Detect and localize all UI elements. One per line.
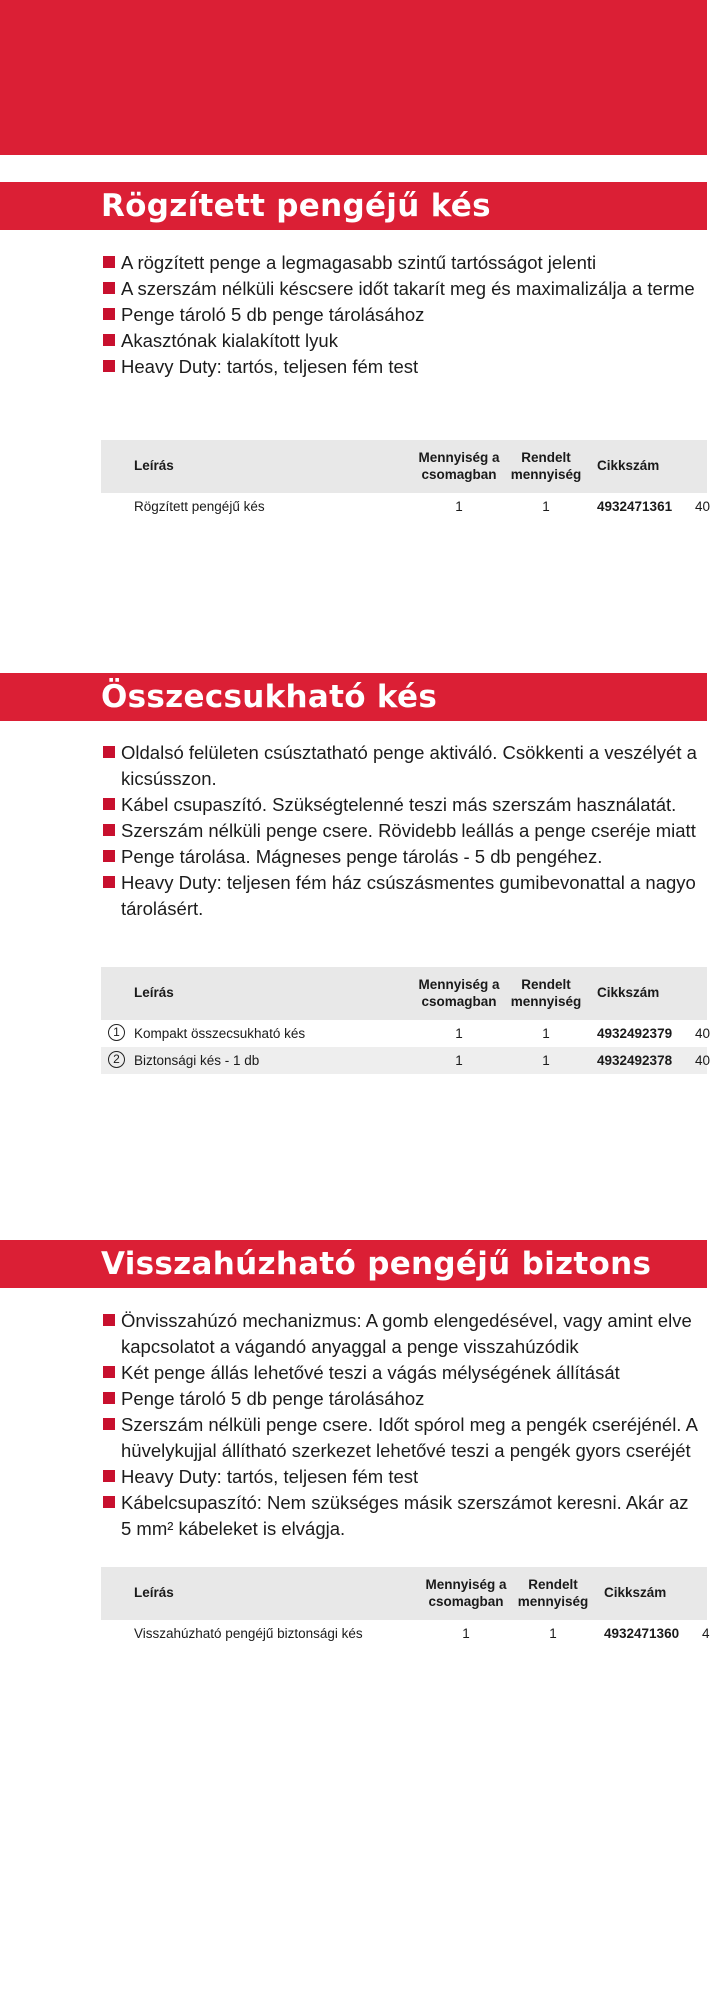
header-quantity-line1: Mennyiség a [418, 977, 500, 992]
header-ordered-line2: mennyiség [517, 1594, 589, 1609]
header-ordered [513, 1576, 593, 1610]
section-title: Rögzített pengéjű kés [101, 188, 491, 224]
feature-text-line: Oldalsó felületen csúsztatható penge aktiváló. Csökkenti a veszélyét a [121, 742, 697, 763]
product-table [101, 967, 710, 1074]
row-article-number: 4932471361 [597, 499, 673, 514]
table-row [101, 1620, 710, 1647]
header-quantity [414, 449, 504, 483]
feature-item [103, 276, 707, 302]
feature-text-line: Önvisszahúzó mechanizmus: A gomb elengedésével, vagy amint elve [121, 1310, 692, 1331]
feature-list [103, 1308, 707, 1542]
table-row [101, 493, 710, 520]
bullet-square-icon [103, 1470, 115, 1482]
feature-text-line: Heavy Duty: tartós, teljesen fém test [121, 356, 419, 377]
row-description: Kompakt összecsukható kés [134, 1026, 306, 1041]
feature-item [103, 870, 707, 922]
bullet-square-icon [103, 1418, 115, 1430]
feature-text-line: hüvelykujjal állítható szerkezet lehetővé teszi a pengék gyors cseréjét [121, 1440, 691, 1461]
feature-text-line: Kábel csupaszító. Szükségtelenné teszi más szerszám használatát. [121, 794, 677, 815]
header-article-number: Cikkszám [597, 458, 660, 473]
bullet-square-icon [103, 1496, 115, 1508]
row-truncated-code: 40 [695, 1053, 710, 1068]
row-description: Biztonsági kés - 1 db [134, 1053, 260, 1068]
table-row [101, 1020, 710, 1047]
section-title-bar [0, 673, 707, 721]
header-ordered-line1: Rendelt [521, 450, 571, 465]
feature-item [103, 1464, 707, 1490]
row-truncated-code: 40 [695, 499, 710, 514]
header-quantity-line1: Mennyiség a [425, 1577, 507, 1592]
bullet-square-icon [103, 798, 115, 810]
row-quantity: 1 [455, 1053, 463, 1068]
feature-item [103, 1386, 707, 1412]
bullet-square-icon [103, 256, 115, 268]
feature-item [103, 302, 707, 328]
feature-item [103, 1412, 707, 1464]
header-ordered-line2: mennyiség [510, 994, 582, 1009]
feature-item [103, 328, 707, 354]
product-table [101, 1567, 710, 1647]
header-quantity [421, 1576, 511, 1610]
feature-text-line: tárolásért. [121, 898, 204, 919]
feature-item [103, 250, 707, 276]
row-article-number: 4932492378 [597, 1053, 673, 1068]
header-ordered-line2: mennyiség [510, 467, 582, 482]
section-title: Összecsukható kés [101, 679, 438, 715]
row-article-number: 4932492379 [597, 1026, 673, 1041]
feature-item [103, 818, 707, 844]
feature-item [103, 1490, 707, 1542]
feature-text-line: Penge tárolása. Mágneses penge tárolás - 5 db pengéhez. [121, 846, 603, 867]
bullet-square-icon [103, 850, 115, 862]
feature-text-line: 5 mm² kábeleket is elvágja. [121, 1518, 346, 1539]
feature-text-line: Szerszám nélküli penge csere. Rövidebb leállás a penge cseréje miatt [121, 820, 696, 841]
row-truncated-code: 4 [702, 1626, 710, 1641]
section-title-bar [0, 1240, 707, 1288]
row-number-circle: 1 [108, 1024, 125, 1041]
row-ordered-quantity: 1 [542, 1026, 550, 1041]
header-description: Leírás [134, 985, 174, 1000]
feature-text-line: Szerszám nélküli penge csere. Időt spórol meg a pengék cseréjénél. A [121, 1414, 698, 1435]
row-quantity: 1 [455, 499, 463, 514]
feature-text-line: Két penge állás lehetővé teszi a vágás mélységének állítását [121, 1362, 620, 1383]
header-ordered [506, 449, 586, 483]
bullet-square-icon [103, 746, 115, 758]
header-ordered-line1: Rendelt [528, 1577, 578, 1592]
bullet-square-icon [103, 334, 115, 346]
header-ordered-line1: Rendelt [521, 977, 571, 992]
bullet-square-icon [103, 282, 115, 294]
header-quantity-line2: csomagban [421, 994, 497, 1009]
row-ordered-quantity: 1 [542, 499, 550, 514]
row-description: Visszahúzható pengéjű biztonsági kés [134, 1626, 363, 1641]
feature-item [103, 844, 707, 870]
row-quantity: 1 [462, 1626, 470, 1641]
feature-text-line: kicsússzon. [121, 768, 217, 789]
feature-item [103, 792, 707, 818]
table-header [101, 440, 707, 493]
header-quantity-line2: csomagban [428, 1594, 504, 1609]
header-quantity-line1: Mennyiség a [418, 450, 500, 465]
feature-text-line: Kábelcsupaszító: Nem szükséges másik szerszámot keresni. Akár az [121, 1492, 689, 1513]
row-truncated-code: 40 [695, 1026, 710, 1041]
feature-text-line: Heavy Duty: teljesen fém ház csúszásmentes gumibevonattal a nagyo [121, 872, 696, 893]
table-header [101, 967, 707, 1020]
row-ordered-quantity: 1 [549, 1626, 557, 1641]
row-article-number: 4932471360 [604, 1626, 680, 1641]
bullet-square-icon [103, 308, 115, 320]
bullet-square-icon [103, 1314, 115, 1326]
header-description: Leírás [134, 458, 174, 473]
feature-item [103, 1360, 707, 1386]
bullet-square-icon [103, 1392, 115, 1404]
header-article-number: Cikkszám [597, 985, 660, 1000]
bullet-square-icon [103, 360, 115, 372]
feature-list [103, 250, 707, 380]
top-red-band [0, 0, 707, 155]
header-quantity-line2: csomagban [421, 467, 497, 482]
feature-list [103, 740, 707, 922]
row-quantity: 1 [455, 1026, 463, 1041]
feature-text-line: Heavy Duty: tartós, teljesen fém test [121, 1466, 419, 1487]
row-ordered-quantity: 1 [542, 1053, 550, 1068]
bullet-square-icon [103, 1366, 115, 1378]
feature-item [103, 354, 707, 380]
section-title: Visszahúzható pengéjű biztons [101, 1246, 652, 1282]
row-description: Rögzített pengéjű kés [134, 499, 265, 514]
header-article-number: Cikkszám [604, 1585, 667, 1600]
table-header [101, 1567, 707, 1620]
row-number-circle: 2 [108, 1051, 125, 1068]
table-row [101, 1047, 710, 1074]
bullet-square-icon [103, 824, 115, 836]
feature-text-line: Penge tároló 5 db penge tárolásához [121, 1388, 425, 1409]
feature-text-line: A szerszám nélküli késcsere időt takarít meg és maximalizálja a terme [121, 278, 695, 299]
feature-item [103, 740, 707, 792]
section-title-bar [0, 182, 707, 230]
feature-text-line: Penge tároló 5 db penge tárolásához [121, 304, 425, 325]
header-description: Leírás [134, 1585, 174, 1600]
feature-text-line: kapcsolatot a vágandó anyaggal a penge visszahúzódik [121, 1336, 579, 1357]
header-ordered [506, 976, 586, 1010]
feature-text-line: Akasztónak kialakított lyuk [121, 330, 338, 351]
feature-text-line: A rögzített penge a legmagasabb szintű tartósságot jelenti [121, 252, 597, 273]
header-quantity [414, 976, 504, 1010]
bullet-square-icon [103, 876, 115, 888]
feature-item [103, 1308, 707, 1360]
product-table [101, 440, 710, 520]
